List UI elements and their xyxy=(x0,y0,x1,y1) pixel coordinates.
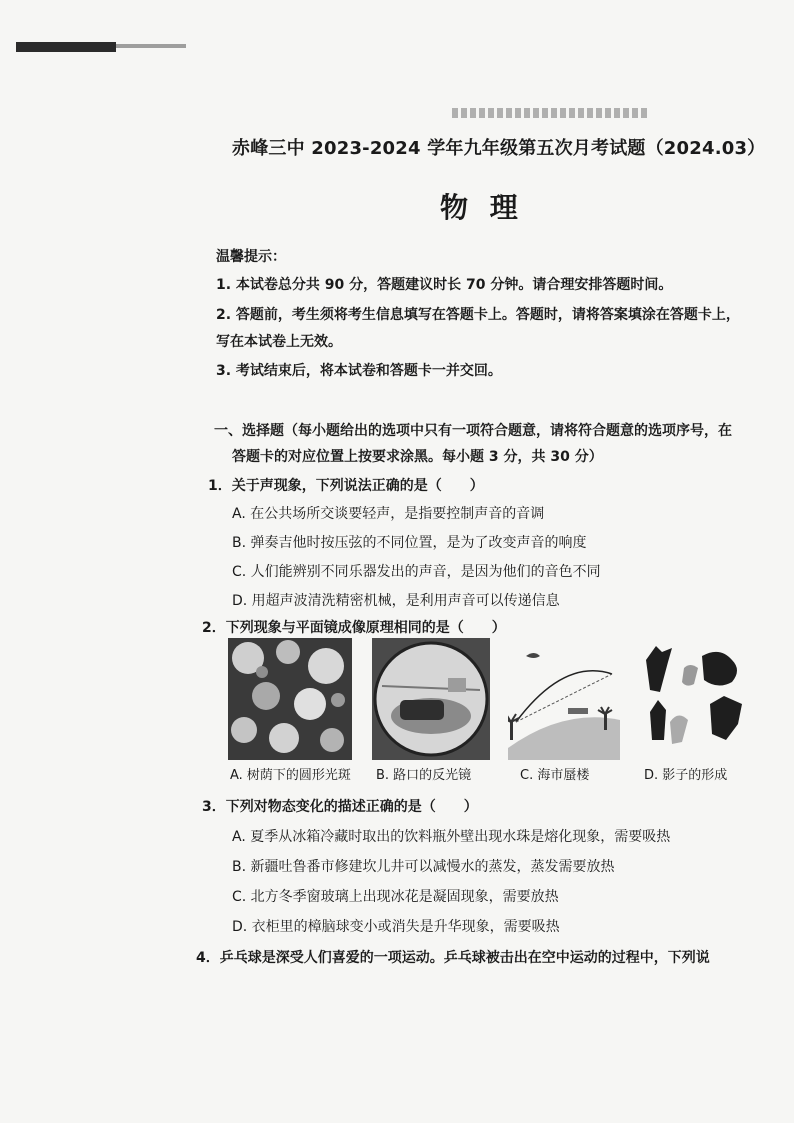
convex-mirror-photo-icon xyxy=(372,638,490,760)
q2-caption-d: D. 影子的形成 xyxy=(644,768,728,783)
hand-shadow-icon xyxy=(640,638,756,760)
tip-item: 2. 答题前，考生须将考生信息填写在答题卡上。答题时，请将答案填涂在答题卡上， xyxy=(216,307,740,323)
scan-artifact-bar xyxy=(116,44,186,48)
exam-title: 赤峰三中 2023-2024 学年九年级第五次月考试题（2024.03） xyxy=(232,138,766,159)
question-2-stem: 2．下列现象与平面镜成像原理相同的是（ ） xyxy=(202,620,506,636)
section-heading-cont: 答题卡的对应位置上按要求涂黑。每小题 3 分，共 30 分） xyxy=(232,449,603,465)
tips-heading: 温馨提示： xyxy=(216,249,286,265)
tip-item: 写在本试卷上无效。 xyxy=(216,334,342,350)
section-heading: 一、选择题（每小题给出的选项中只有一项符合题意，请将符合题意的选项序号，在 xyxy=(214,423,732,439)
q3-option-a: A. 夏季从冰箱冷藏时取出的饮料瓶外壁出现水珠是熔化现象，需要吸热 xyxy=(232,829,671,845)
q3-option-d: D. 衣柜里的樟脑球变小或消失是升华现象，需要吸热 xyxy=(232,919,560,935)
q2-caption-a: A. 树荫下的圆形光斑 xyxy=(230,768,351,783)
q1-option-d: D. 用超声波清洗精密机械，是利用声音可以传递信息 xyxy=(232,593,560,609)
q1-option-a: A. 在公共场所交谈要轻声，是指要控制声音的音调 xyxy=(232,506,545,522)
light-spots-photo-icon xyxy=(228,638,352,760)
q3-option-c: C. 北方冬季窗玻璃上出现冰花是凝固现象，需要放热 xyxy=(232,889,559,905)
question-1-stem: 1．关于声现象，下列说法正确的是（ ） xyxy=(208,478,484,494)
q1-option-b: B. 弹奏吉他时按压弦的不同位置，是为了改变声音的响度 xyxy=(232,535,587,551)
q2-caption-b: B. 路口的反光镜 xyxy=(376,768,472,783)
question-3-stem: 3．下列对物态变化的描述正确的是（ ） xyxy=(202,799,478,815)
q3-option-b: B. 新疆吐鲁番市修建坎儿井可以减慢水的蒸发，蒸发需要放热 xyxy=(232,859,615,875)
q2-caption-c: C. 海市蜃楼 xyxy=(520,768,590,783)
tip-item: 3. 考试结束后，将本试卷和答题卡一并交回。 xyxy=(216,363,502,379)
subject-title: 物 理 xyxy=(440,191,524,224)
mirage-diagram-icon xyxy=(508,638,620,760)
q1-option-c: C. 人们能辨别不同乐器发出的声音，是因为他们的音色不同 xyxy=(232,564,601,580)
question-4-stem: 4．乒乓球是深受人们喜爱的一项运动。乒乓球被击出在空中运动的过程中，下列说 xyxy=(196,950,710,966)
faded-stamp xyxy=(452,108,648,118)
scan-artifact-bar xyxy=(16,42,116,52)
tip-item: 1. 本试卷总分共 90 分，答题建议时长 70 分钟。请合理安排答题时间。 xyxy=(216,277,673,293)
